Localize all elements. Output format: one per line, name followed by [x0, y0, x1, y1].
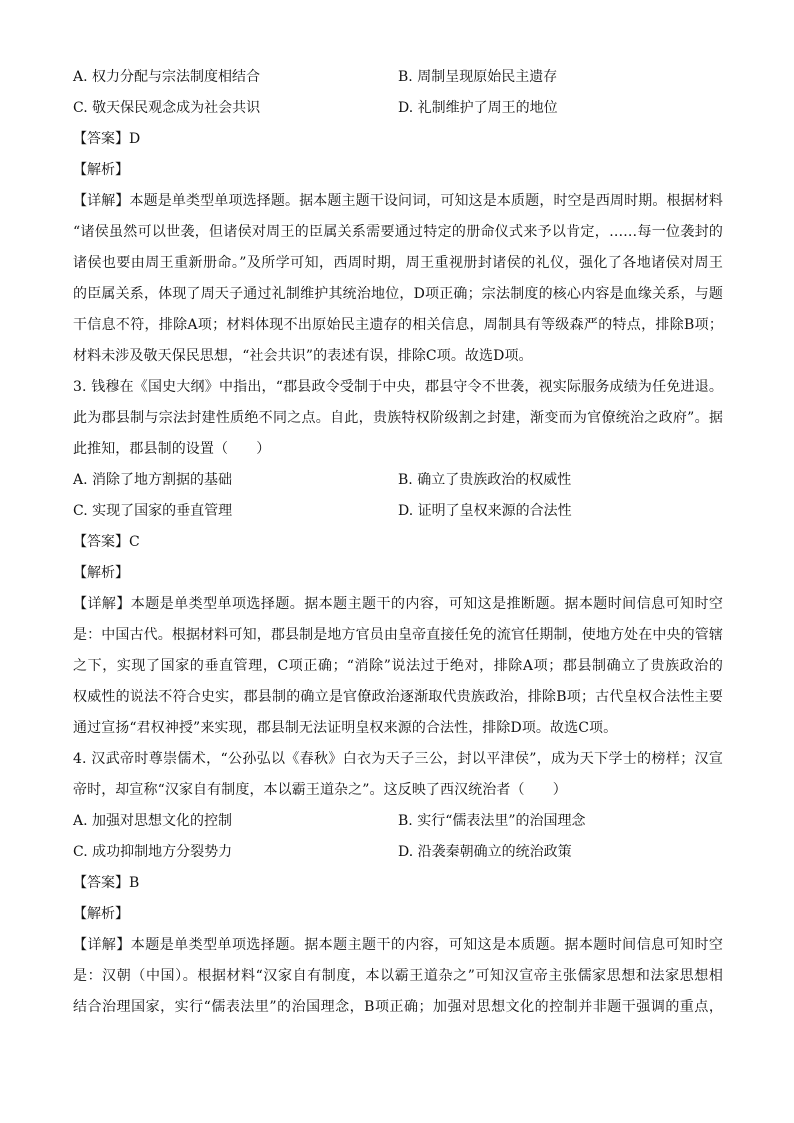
q3-stem-line: 此推知，郡县制的设置（ ） [73, 441, 271, 457]
q4-answer: 【答案】B [73, 875, 140, 891]
q2-detail-line: 诸侯也要由周王重新册命。”及所学可知，西周时期，周王重视册封诸侯的礼仪，强化了各地诸侯对周王 [73, 255, 723, 271]
q2-detail-line: 【详解】本题是单类型单项选择题。据本题主题干设问词，可知这是本质题，时空是西周时期。根据材料 [73, 193, 723, 209]
q2-detail-line: “诸侯虽然可以世袭，但诸侯对周王的臣属关系需要通过特定的册命仪式来予以肯定，……每一位袭封的 [73, 224, 723, 240]
q2-answer: 【答案】D [73, 131, 141, 147]
q2-detail-line: 干信息不符，排除A项；材料体现不出原始民主遗存的相关信息，周制具有等级森严的特点，排除B项； [73, 317, 723, 333]
q3-detail-line: 权威性的说法不符合史实，郡县制的确立是官僚政治逐渐取代贵族政治，排除B项；古代皇权合法性主要 [73, 689, 723, 705]
q4-stem-line: 帝时，却宣称“汉家自有制度，本以霸王道杂之”。这反映了西汉统治者（ ） [73, 782, 567, 798]
q4-detail-line: 结合治理国家，实行“儒表法里”的治国理念，B项正确；加强对思想文化的控制并非题干强调的重点， [73, 999, 723, 1015]
q3-options-row-1 [73, 465, 723, 496]
q2-detail-line: 材料未涉及敬天保民思想，“社会共识”的表述有误，排除C项。故选D项。 [73, 348, 533, 364]
q2-options-row-2 [73, 93, 723, 124]
q4-detail-line: 【详解】本题是单类型单项选择题。据本题主题干的内容，可知这是本质题。据本题时间信息可知时空 [73, 937, 723, 953]
q3-option-b: B. 确立了贵族政治的权威性 [398, 472, 572, 488]
q3-option-c: C. 实现了国家的垂直管理 [73, 503, 233, 519]
q4-option-d: D. 沿袭秦朝确立的统治政策 [398, 844, 572, 860]
q3-option-d: D. 证明了皇权来源的合法性 [398, 503, 572, 519]
q3-analysis-heading: 【解析】 [73, 565, 129, 581]
q2-option-c: C. 敬天保民观念成为社会共识 [73, 100, 261, 116]
q4-option-b: B. 实行“儒表法里”的治国理念 [398, 813, 586, 829]
q4-detail-line: 是：汉朝（中国）。根据材料“汉家自有制度，本以霸王道杂之”可知汉宣帝主张儒家思想和法家思想相 [73, 968, 723, 984]
q2-detail-line: 的臣属关系，体现了周天子通过礼制维护其统治地位，D项正确；宗法制度的核心内容是血缘关系，与题 [73, 286, 723, 302]
q3-detail [73, 589, 723, 744]
q3-detail-line: 是：中国古代。根据材料可知，郡县制是地方官员由皇帝直接任免的流官任期制，使地方处在中央的管辖 [73, 627, 723, 643]
q4-option-c: C. 成功抑制地方分裂势力 [73, 844, 233, 860]
q3-option-a: A. 消除了地方割据的基础 [73, 472, 233, 488]
q3-stem-line: 3. 钱穆在《国史大纲》中指出，“郡县政令受制于中央，郡县守令不世袭，视实际服务成绩为任免进退。 [73, 379, 723, 395]
q3-detail-line: 【详解】本题是单类型单项选择题。据本题主题干的内容，可知这是推断题。据本题时间信息可知时空 [73, 596, 723, 612]
q4-option-a: A. 加强对思想文化的控制 [73, 813, 233, 829]
q2-option-a: A. 权力分配与宗法制度相结合 [73, 69, 261, 85]
q4-options-row-2 [73, 837, 723, 868]
q2-options-row-1 [73, 62, 723, 93]
q4-stem [73, 744, 723, 806]
q3-detail-line: 之下，实现了国家的垂直管理，C项正确；“消除”说法过于绝对，排除A项；郡县制确立了贵族政治的 [73, 658, 723, 674]
q4-options-row-1 [73, 806, 723, 837]
q2-detail [73, 186, 723, 372]
q3-stem [73, 372, 723, 465]
q2-option-b: B. 周制呈现原始民主遗存 [398, 69, 558, 85]
q2-option-d: D. 礼制维护了周王的地位 [398, 100, 558, 116]
q2-analysis-label: 解析 [87, 162, 115, 178]
q4-stem-line: 4. 汉武帝时尊崇儒术，“公孙弘以《春秋》白衣为天子三公，封以平津侯”，成为天下学士的榜样；汉宣 [73, 751, 723, 767]
q3-options-row-2 [73, 496, 723, 527]
q3-answer: 【答案】C [73, 534, 140, 550]
q3-detail-line: 通过宣扬“君权神授”来实现，郡县制无法证明皇权来源的合法性，排除D项。故选C项。 [73, 720, 618, 736]
q2-analysis-heading: 【解析】 [73, 162, 129, 178]
q4-detail [73, 930, 723, 1023]
document-page [73, 62, 723, 1023]
q4-analysis-heading: 【解析】 [73, 906, 129, 922]
q3-stem-line: 此为郡县制与宗法封建性质绝不同之点。自此，贵族特权阶级割之封建，渐变而为官僚统治之政府”。据 [73, 410, 723, 426]
